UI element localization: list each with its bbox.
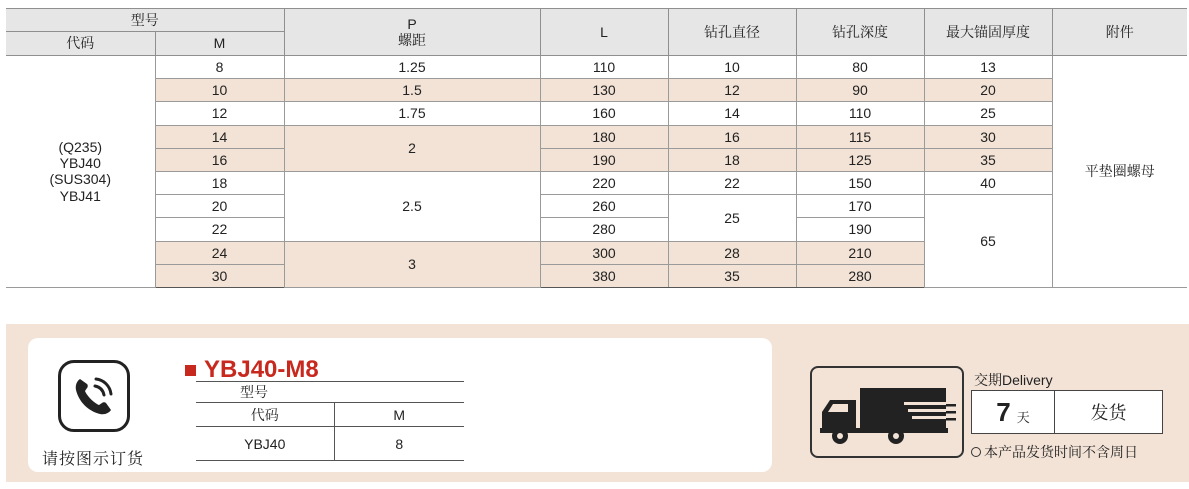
pitch-cell: 1.25 xyxy=(284,56,540,79)
header-model: 型号 xyxy=(6,9,284,32)
code-line: (Q235) xyxy=(58,139,103,156)
drill-dia-cell: 25 xyxy=(668,195,796,241)
drill-dia-cell: 16 xyxy=(668,125,796,148)
l-cell: 180 xyxy=(540,125,668,148)
code-line: (SUS304) xyxy=(49,171,111,188)
m-cell: 16 xyxy=(155,148,284,171)
mini-header-model: 型号 xyxy=(196,382,464,403)
pitch-cell: 3 xyxy=(284,241,540,287)
order-example-card xyxy=(28,338,772,472)
drill-depth-cell: 170 xyxy=(796,195,924,218)
max-anchor-cell: 40 xyxy=(924,171,1052,194)
m-cell: 8 xyxy=(155,56,284,79)
truck-icon xyxy=(810,366,964,458)
drill-dia-cell: 10 xyxy=(668,56,796,79)
table-row xyxy=(6,56,1187,79)
drill-depth-cell: 110 xyxy=(796,102,924,125)
delivery-days: 7 xyxy=(996,396,1011,427)
drill-dia-cell: 35 xyxy=(668,264,796,287)
header-accessory: 附件 xyxy=(1052,9,1187,56)
delivery-box xyxy=(971,390,1163,434)
l-cell: 110 xyxy=(540,56,668,79)
header-drill-diameter: 钻孔直径 xyxy=(668,9,796,56)
max-anchor-cell: 30 xyxy=(924,125,1052,148)
table-row xyxy=(6,195,1187,218)
max-anchor-cell: 25 xyxy=(924,102,1052,125)
header-m: M xyxy=(155,32,284,56)
drill-depth-cell: 115 xyxy=(796,125,924,148)
drill-dia-cell: 28 xyxy=(668,241,796,264)
l-cell: 190 xyxy=(540,148,668,171)
max-anchor-cell: 35 xyxy=(924,148,1052,171)
delivery-days-unit: 天 xyxy=(1016,409,1030,425)
header-max-anchor: 最大锚固厚度 xyxy=(924,9,1052,56)
l-cell: 380 xyxy=(540,264,668,287)
drill-depth-cell: 210 xyxy=(796,241,924,264)
delivery-note xyxy=(971,442,1138,462)
order-panel xyxy=(6,324,1189,482)
m-cell: 20 xyxy=(155,195,284,218)
mini-m-value: 8 xyxy=(334,427,464,461)
drill-dia-cell: 12 xyxy=(668,79,796,102)
table-row xyxy=(6,171,1187,194)
header-pitch-symbol: P xyxy=(407,15,417,32)
circle-bullet-icon xyxy=(971,447,981,457)
delivery-ship: 发货 xyxy=(1090,403,1127,423)
max-anchor-cell: 65 xyxy=(924,195,1052,288)
m-cell: 12 xyxy=(155,102,284,125)
m-cell: 30 xyxy=(155,264,284,287)
code-line: YBJ40 xyxy=(59,155,101,172)
order-code-title xyxy=(185,356,319,384)
l-cell: 260 xyxy=(540,195,668,218)
pitch-cell: 2 xyxy=(284,125,540,171)
m-cell: 10 xyxy=(155,79,284,102)
l-cell: 300 xyxy=(540,241,668,264)
drill-depth-cell: 150 xyxy=(796,171,924,194)
m-cell: 18 xyxy=(155,171,284,194)
drill-dia-cell: 22 xyxy=(668,171,796,194)
drill-depth-cell: 280 xyxy=(796,264,924,287)
l-cell: 280 xyxy=(540,218,668,241)
m-cell: 22 xyxy=(155,218,284,241)
header-drill-depth: 钻孔深度 xyxy=(796,9,924,56)
delivery-note-text: 本产品发货时间不含周日 xyxy=(984,444,1138,460)
table-row xyxy=(6,102,1187,125)
mini-header-m: M xyxy=(334,403,464,427)
table-row xyxy=(6,79,1187,102)
spec-table xyxy=(6,8,1187,288)
table-row xyxy=(6,125,1187,148)
m-cell: 24 xyxy=(155,241,284,264)
max-anchor-cell: 13 xyxy=(924,56,1052,79)
header-l: L xyxy=(540,9,668,56)
drill-dia-cell: 14 xyxy=(668,102,796,125)
header-pitch xyxy=(284,9,540,56)
code-cell xyxy=(6,56,155,288)
square-bullet-icon xyxy=(185,365,196,376)
drill-depth-cell: 80 xyxy=(796,56,924,79)
order-example-table xyxy=(196,381,464,461)
pitch-cell: 1.5 xyxy=(284,79,540,102)
drill-depth-cell: 90 xyxy=(796,79,924,102)
accessory-cell: 平垫圈螺母 xyxy=(1052,56,1187,288)
phone-icon xyxy=(58,360,130,432)
mini-header-code: 代码 xyxy=(196,403,334,427)
l-cell: 130 xyxy=(540,79,668,102)
max-anchor-cell: 20 xyxy=(924,79,1052,102)
l-cell: 220 xyxy=(540,171,668,194)
header-code: 代码 xyxy=(6,32,155,56)
m-cell: 14 xyxy=(155,125,284,148)
order-instruction: 请按图示订货 xyxy=(42,451,145,468)
drill-depth-cell: 190 xyxy=(796,218,924,241)
order-code-text: YBJ40-M8 xyxy=(204,356,319,383)
table-row xyxy=(6,148,1187,171)
drill-depth-cell: 125 xyxy=(796,148,924,171)
pitch-cell: 2.5 xyxy=(284,171,540,241)
l-cell: 160 xyxy=(540,102,668,125)
header-pitch-label: 螺距 xyxy=(398,32,426,48)
delivery-label: 交期Delivery xyxy=(974,372,1053,388)
delivery-days-cell xyxy=(972,391,1055,433)
pitch-cell: 1.75 xyxy=(284,102,540,125)
code-line: YBJ41 xyxy=(59,187,101,204)
mini-code-value: YBJ40 xyxy=(196,427,334,461)
drill-dia-cell: 18 xyxy=(668,148,796,171)
